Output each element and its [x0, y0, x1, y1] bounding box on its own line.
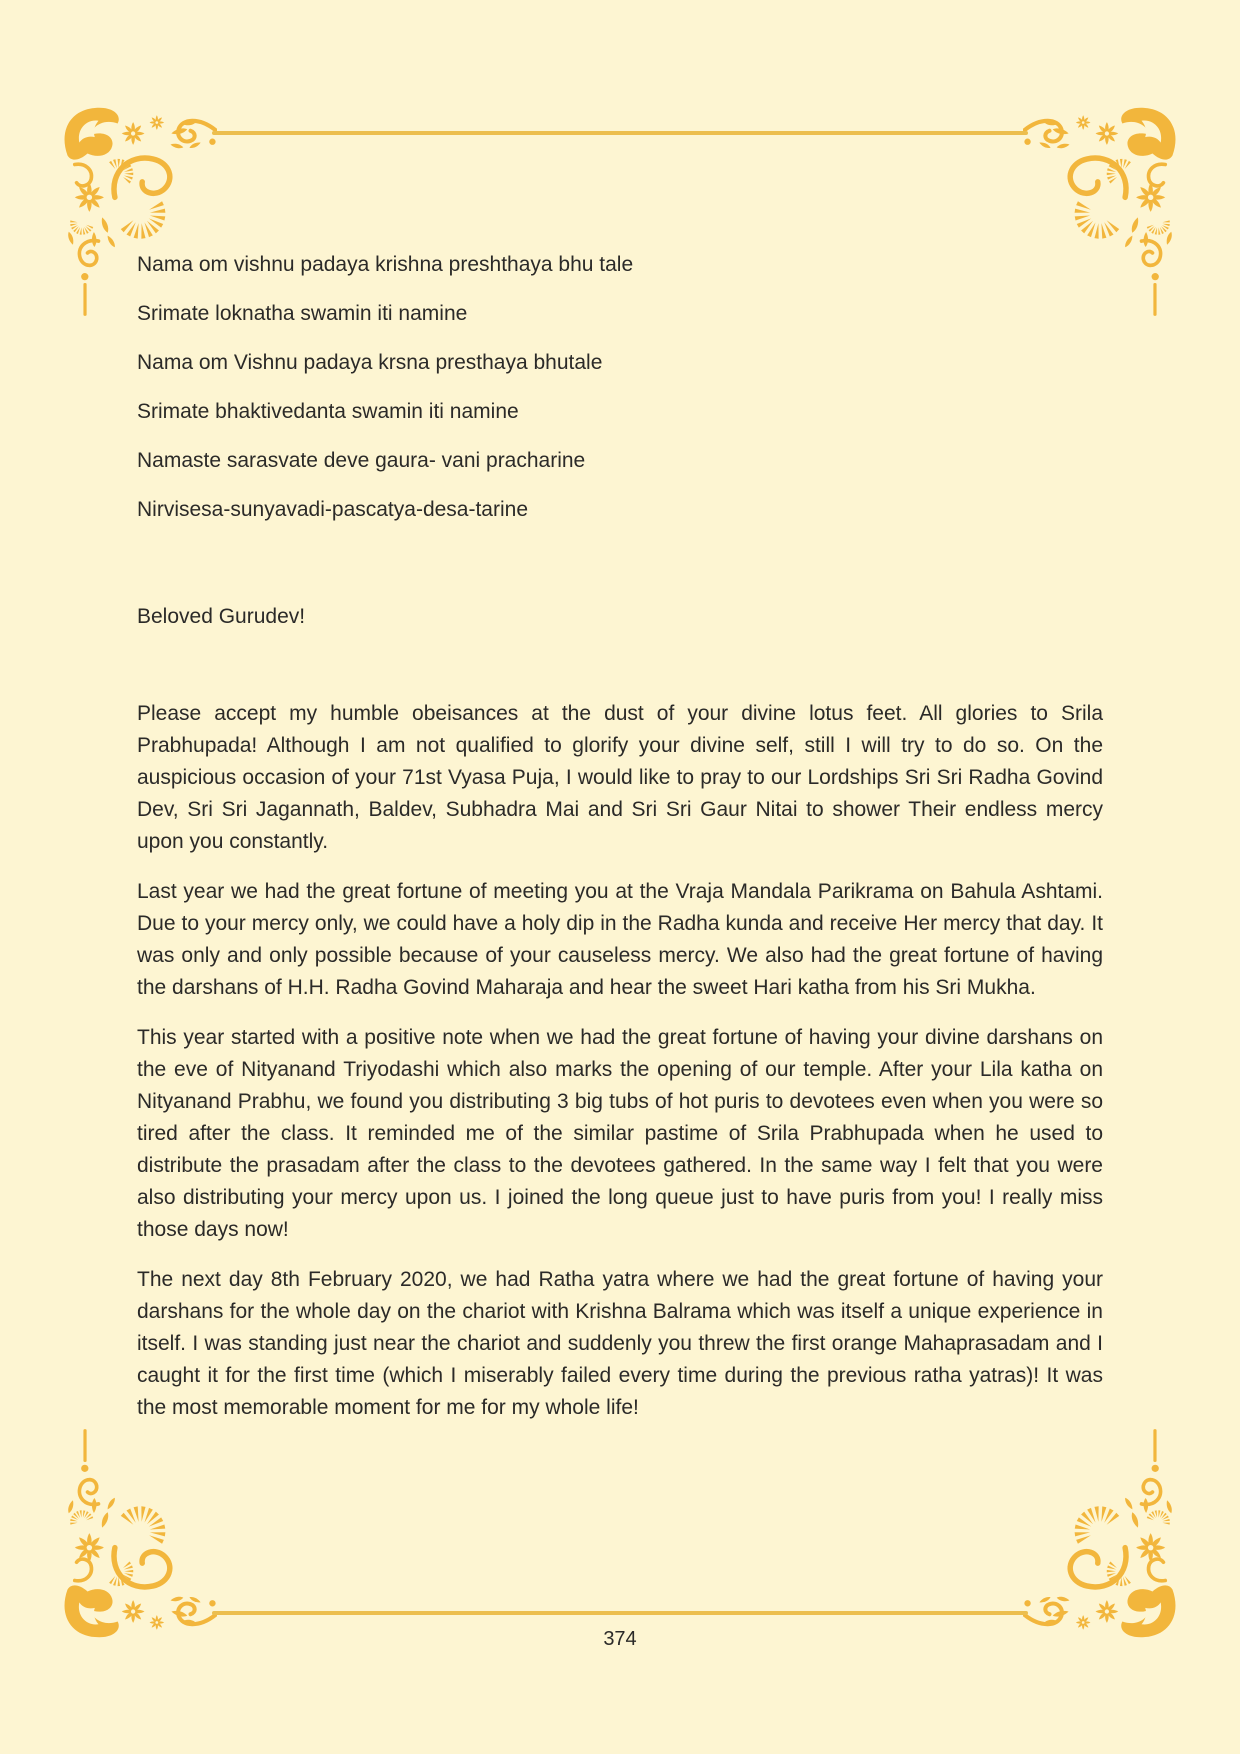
- page-number: 374: [603, 1628, 637, 1650]
- prayer-line: Srimate loknatha swamin iti namine: [137, 302, 468, 325]
- salutation: Beloved Gurudev!: [137, 605, 306, 628]
- corner-flourish-bottom-left-icon: [62, 1429, 217, 1639]
- body-paragraph: The next day 8th February 2020, we had Ratha yatra where we had the great fortune of having your darshans for the whole day on the chariot with Krishna Balrama which was itself a unique experience in itself. I was standing just near the chariot and suddenly you threw the first orange Mahaprasadam and I caught it for the first time (which I miserably failed every time during the previous ratha yatras)! It was the most memorable moment for me for my whole life!: [137, 1268, 1103, 1419]
- body-paragraph: This year started with a positive note when we had the great fortune of having your divine darshans on the eve of Nityanand Triyodashi which also marks the opening of our temple. After your Lila katha on Nityanand Prabhu, we found you distributing 3 big tubs of hot puris to devotees even when you were so tired after the class. It reminded me of the similar pastime of Srila Prabhupada when he used to distribute the prasadam after the class to the devotees gathered. In the same way I felt that you were also distributing your mercy upon us. I joined the long queue just to have puris from you! I really miss those days now!: [137, 1026, 1103, 1241]
- bottom-border-rule: [212, 1611, 1028, 1615]
- body-paragraph: Please accept my humble obeisances at the dust of your divine lotus feet. All glories to Srila Prabhupada! Although I am not qualified to glorify your divine self, still I will try to do so. On the auspicious occasion of your 71st Vyasa Puja, I would like to pray to our Lordships Sri Sri Radha Govind Dev, Sri Sri Jagannath, Baldev, Subhadra Mai and Sri Sri Gaur Nitai to shower Their endless mercy upon you constantly.: [137, 702, 1103, 853]
- letter-body: [137, 698, 1103, 1442]
- prayer-line: Srimate bhaktivedanta swamin iti namine: [137, 400, 519, 423]
- prayer-line: Nirvisesa-sunyavadi-pascatya-desa-tarine: [137, 498, 529, 521]
- corner-flourish-bottom-right-icon: [1023, 1429, 1178, 1639]
- top-border-rule: [212, 131, 1028, 135]
- body-paragraph: Last year we had the great fortune of meeting you at the Vraja Mandala Parikrama on Bahula Ashtami. Due to your mercy only, we could have a holy dip in the Radha kunda and receive Her mercy that day. It was only and only possible because of your causeless mercy. We also had the great fortune of having the darshans of H.H. Radha Govind Maharaja and hear the sweet Hari katha from his Sri Mukha.: [137, 880, 1103, 999]
- prayer-line: Namaste sarasvate deve gaura- vani pracharine: [137, 449, 586, 472]
- prayer-line: Nama om vishnu padaya krishna preshthaya bhu tale: [137, 253, 634, 276]
- prayer-line: Nama om Vishnu padaya krsna presthaya bhutale: [137, 351, 603, 374]
- prayer-verse-block: [137, 240, 1103, 534]
